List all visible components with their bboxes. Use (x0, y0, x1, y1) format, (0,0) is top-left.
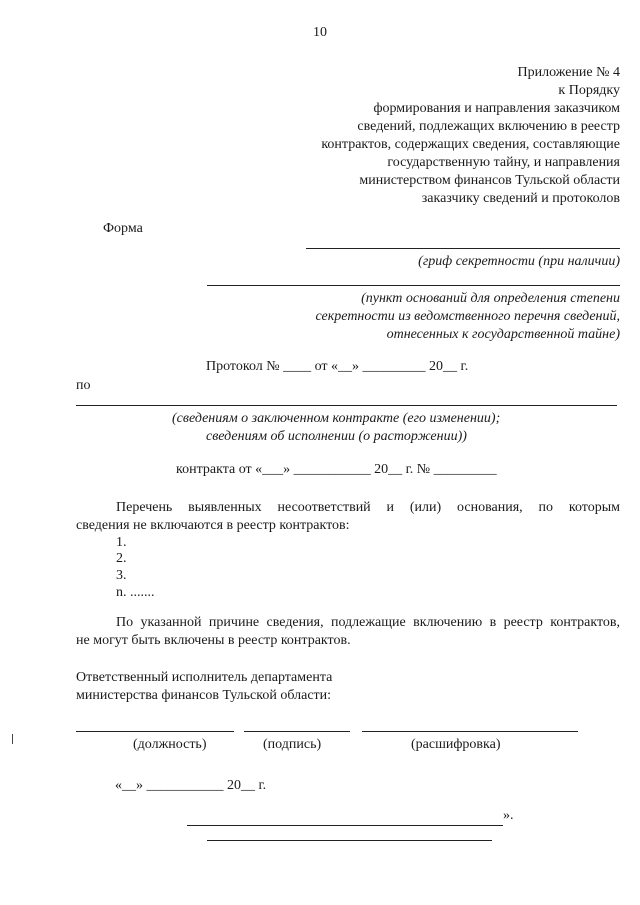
grounds-caption-line: секретности из ведомственного перечня сведений, (315, 309, 620, 324)
po-caption-line: (сведениям о заключенном контракте (его изменении); (172, 411, 501, 426)
appendix-line: контрактов, содержащих сведения, составляющие (321, 137, 620, 152)
cause-paragraph-line: По указанной причине сведения, подлежащие включению в реестр контрактов, (116, 615, 620, 630)
position-line (76, 731, 234, 732)
page-number: 10 (313, 25, 327, 40)
contract-line: контракта от «___» ___________ 20__ г. № _________ (176, 462, 497, 477)
form-label: Форма (103, 221, 143, 236)
closing-mark: ». (503, 808, 514, 823)
appendix-line: Приложение № 4 (517, 65, 620, 80)
appendix-line: формирования и направления заказчиком (373, 101, 620, 116)
po-caption-line: сведениям об исполнении (о расторжении)) (206, 429, 467, 444)
cause-paragraph-line: не могут быть включены в реестр контрактов. (76, 633, 351, 648)
po-line (76, 405, 617, 406)
appendix-line: государственную тайну, и направления (387, 155, 620, 170)
decryption-caption: (расшифровка) (411, 737, 501, 752)
closing-line (187, 825, 503, 826)
secrecy-caption: (гриф секретности (при наличии) (418, 254, 620, 269)
grounds-caption-line: отнесенных к государственной тайне) (386, 327, 620, 342)
reasons-paragraph-line: Перечень выявленных несоответствий и (или) основания, по которым (116, 500, 620, 515)
po-label: по (76, 378, 91, 393)
grounds-line (207, 285, 620, 286)
responsible-line: министерства финансов Тульской области: (76, 688, 332, 703)
date-line: «__» ___________ 20__ г. (115, 778, 267, 793)
responsible-line: Ответственный исполнитель департамента (76, 670, 333, 685)
closing-line-bottom (207, 840, 492, 841)
position-caption: (должность) (133, 737, 207, 752)
list-item: 2. (116, 551, 127, 566)
appendix-line: заказчику сведений и протоколов (421, 191, 620, 206)
list-item: 1. (116, 535, 127, 550)
scan-mark (12, 734, 13, 744)
appendix-line: министерством финансов Тульской области (359, 173, 620, 188)
signature-line (244, 731, 350, 732)
appendix-line: к Порядку (558, 83, 620, 98)
signature-caption: (подпись) (263, 737, 322, 752)
decryption-line (362, 731, 578, 732)
appendix-line: сведений, подлежащих включению в реестр (357, 119, 620, 134)
grounds-caption-line: (пункт оснований для определения степени (361, 291, 620, 306)
protocol-title: Протокол № ____ от «__» _________ 20__ г. (206, 359, 469, 374)
list-item: 3. (116, 568, 127, 583)
list-item: n. ....... (116, 585, 155, 600)
reasons-paragraph-line: сведения не включаются в реестр контрактов: (76, 518, 350, 533)
secrecy-stamp-line (306, 248, 620, 249)
